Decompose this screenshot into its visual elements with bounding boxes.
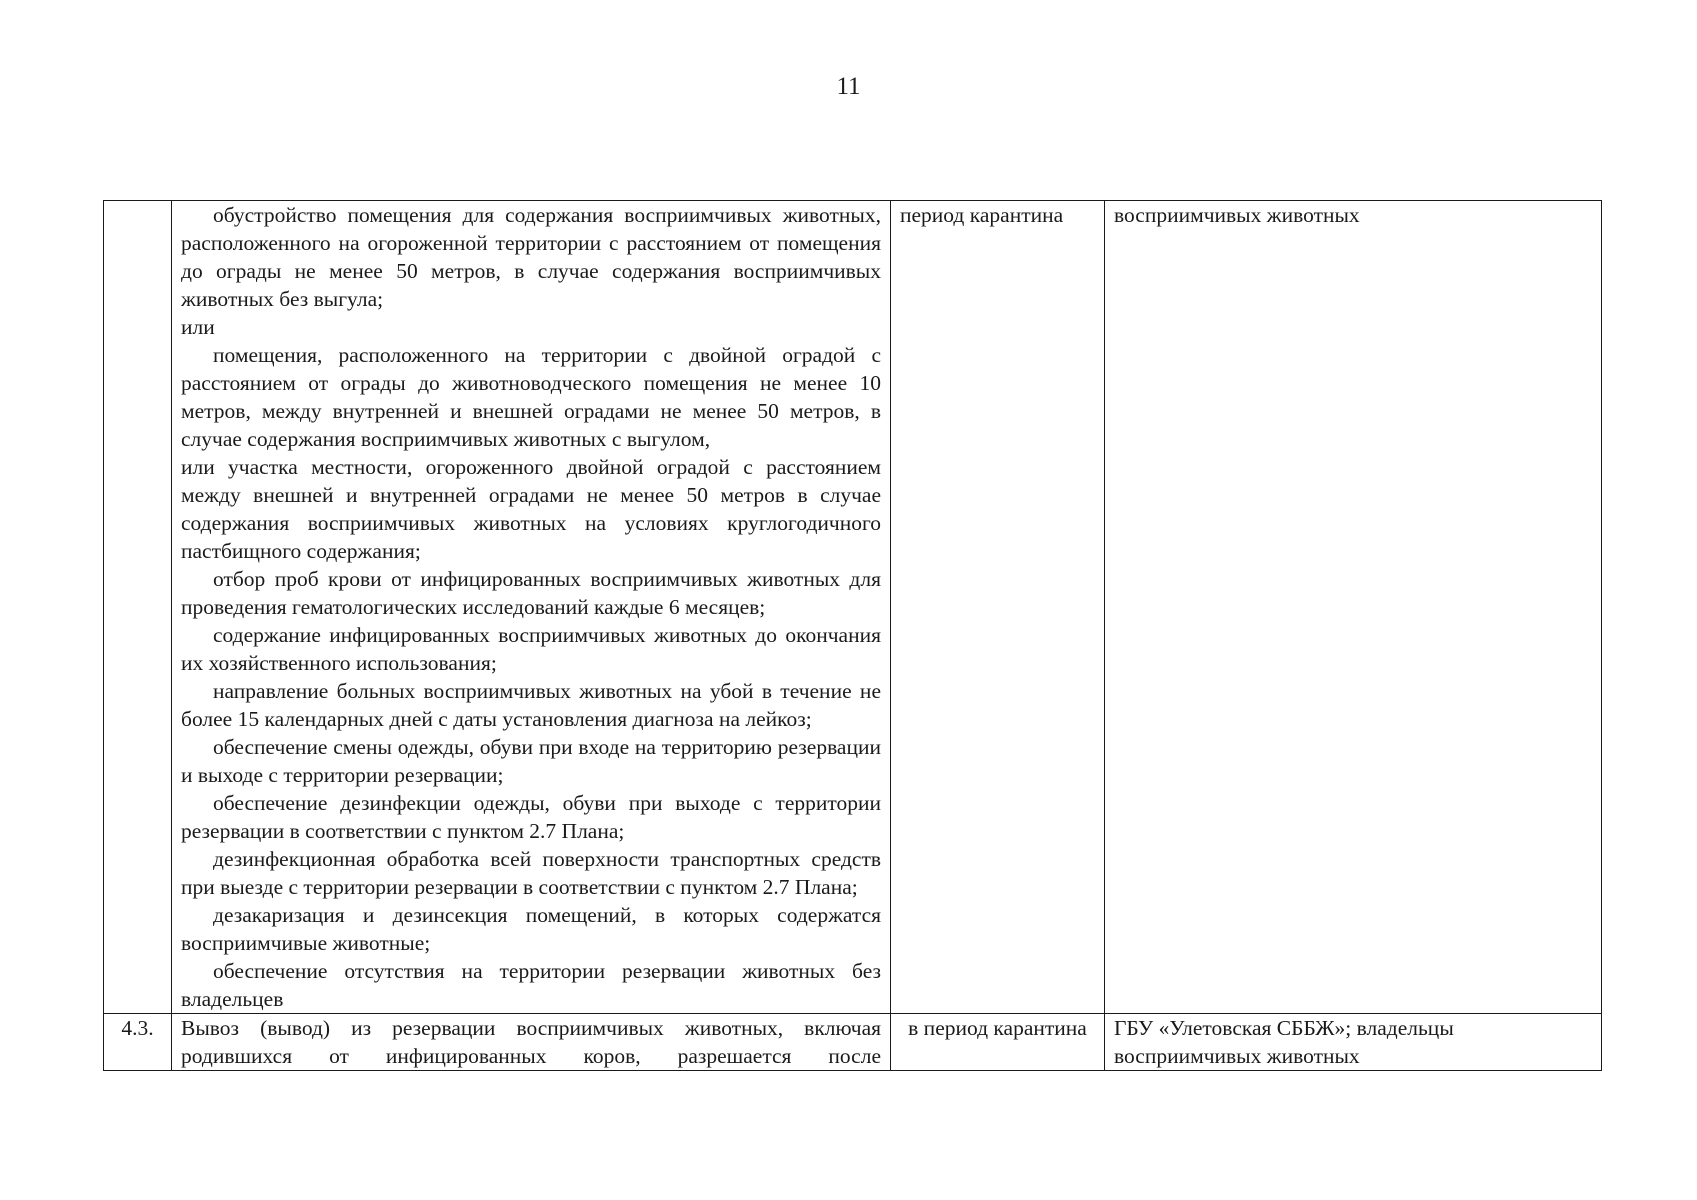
action-cell <box>172 201 891 1014</box>
paragraph: или участка местности, огороженного двойной оградой с расстоянием между внешней и внутренней оградами не менее 50 метров в случае содержания восприимчивых животных на условиях круглогодичного пастбищного содержания; <box>181 455 881 563</box>
paragraph: дезинфекционная обработка всей поверхности транспортных средств при выезде с территории резервации в соответствии с пунктом 2.7 Плана; <box>181 847 881 899</box>
paragraph: или <box>181 315 215 339</box>
responsible-cell: ГБУ «Улетовская СББЖ»; владельцы восприимчивых животных <box>1105 1014 1602 1071</box>
paragraph: отбор проб крови от инфицированных восприимчивых животных для проведения гематологических исследований каждые 6 месяцев; <box>181 567 881 619</box>
paragraph: обеспечение дезинфекции одежды, обуви при выходе с территории резервации в соответствии с пунктом 2.7 Плана; <box>181 791 881 843</box>
table-row <box>104 1014 1602 1071</box>
table-row <box>104 201 1602 1014</box>
paragraph: Вывоз (вывод) из резервации восприимчивых животных, включая родившихся от инфицированных коров, разрешается после <box>181 1016 881 1068</box>
term-cell: период карантина <box>891 201 1105 1014</box>
paragraph: обеспечение смены одежды, обуви при входе на территорию резервации и выходе с территории резервации; <box>181 735 881 787</box>
responsible-cell: восприимчивых животных <box>1105 201 1602 1014</box>
row-number-cell: 4.3. <box>104 1014 172 1071</box>
paragraph: содержание инфицированных восприимчивых животных до окончания их хозяйственного использования; <box>181 623 881 675</box>
action-cell <box>172 1014 891 1071</box>
measures-table <box>103 200 1602 1071</box>
paragraph: направление больных восприимчивых животных на убой в течение не более 15 календарных дней с даты установления диагноза на лейкоз; <box>181 679 881 731</box>
paragraph: дезакаризация и дезинсекция помещений, в которых содержатся восприимчивые животные; <box>181 903 881 955</box>
term-cell: в период карантина <box>891 1014 1105 1071</box>
paragraph: обустройство помещения для содержания восприимчивых животных, расположенного на огороженной территории с расстоянием от помещения до ограды не менее 50 метров, в случае содержания восприимчивых животных без выгула; <box>181 203 881 311</box>
paragraph: обеспечение отсутствия на территории резервации животных без владельцев <box>181 959 881 1011</box>
row-number-cell <box>104 201 172 1014</box>
paragraph: помещения, расположенного на территории с двойной оградой с расстоянием от ограды до животноводческого помещения не менее 10 метров, между внутренней и внешней оградами не менее 50 метров, в случае содержания восприимчивых животных с выгулом, <box>181 343 881 451</box>
page-number: 11 <box>836 73 861 100</box>
